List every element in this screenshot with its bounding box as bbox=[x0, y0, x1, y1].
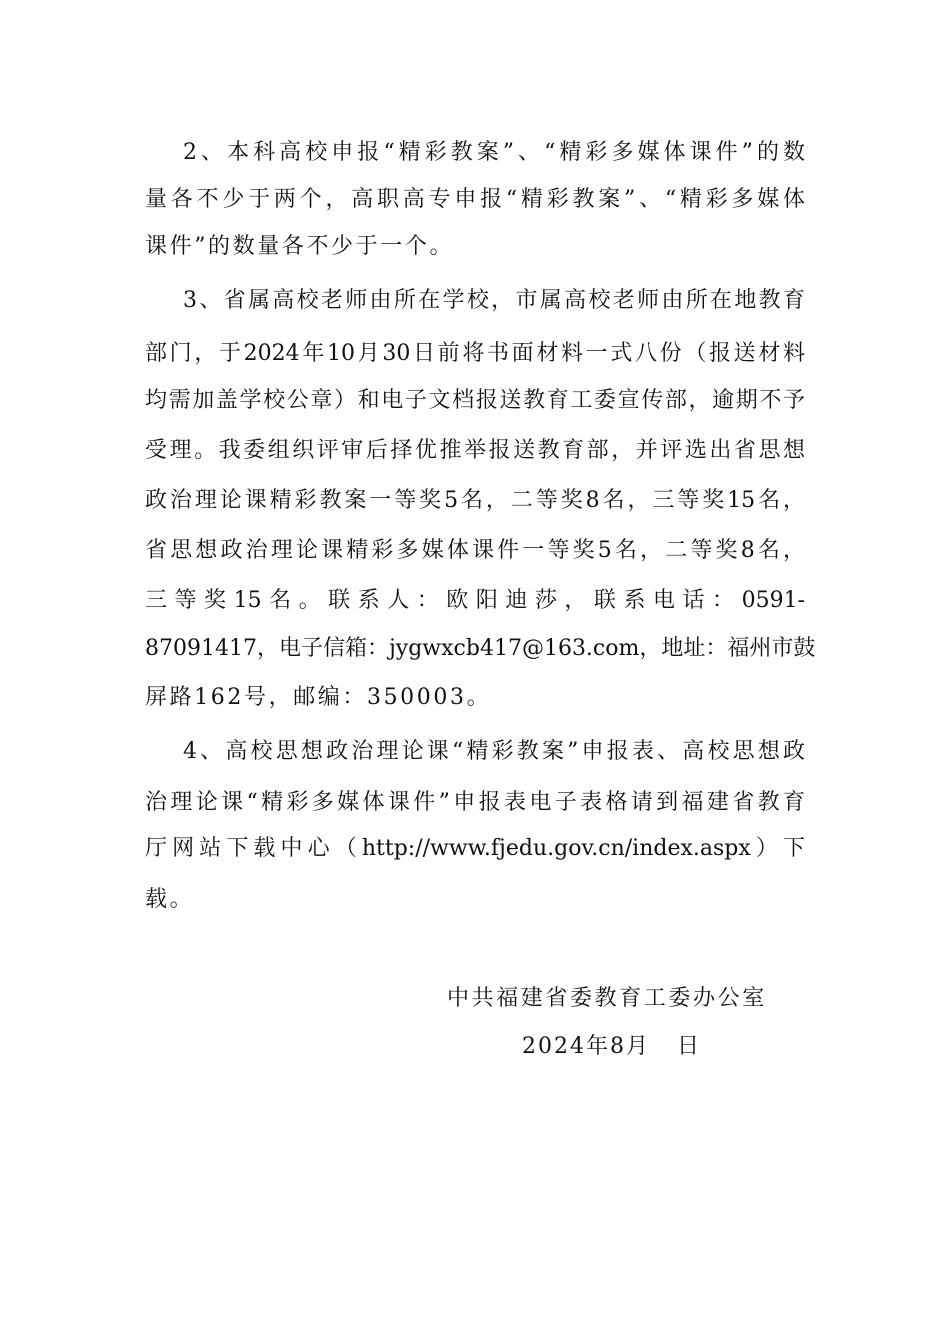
paragraph-3-line-8: 87091417，电子信箱：jygwxcb417@163.com，地址：福州市鼓 bbox=[145, 636, 816, 661]
signature-date: 2024年8月 日 bbox=[522, 1034, 701, 1059]
paragraph-2-line-1: 2、本科高校申报“精彩教案”、“精彩多媒体课件”的数 bbox=[183, 140, 805, 165]
paragraph-4-line-2: 治理论课“精彩多媒体课件”申报表电子表格请到福建省教育 bbox=[145, 790, 805, 815]
paragraph-4-line-4: 载。 bbox=[145, 887, 195, 912]
signature-organization: 中共福建省委教育工委办公室 bbox=[447, 986, 767, 1011]
paragraph-2-line-2: 量各不少于两个，高职高专申报“精彩教案”、“精彩多媒体 bbox=[145, 187, 805, 212]
paragraph-2-line-3: 课件”的数量各不少于一个。 bbox=[145, 234, 455, 259]
paragraph-3-line-3: 均需加盖学校公章）和电子文档报送教育工委宣传部，逾期不予 bbox=[145, 388, 805, 413]
paragraph-4-line-3: 厅网站下载中心（http://www.fjedu.gov.cn/index.aspx）下 bbox=[145, 836, 805, 861]
paragraph-4-line-1: 4、高校思想政治理论课“精彩教案”申报表、高校思想政 bbox=[183, 739, 805, 764]
paragraph-3-line-7: 三等奖15名。联系人：欧阳迪莎，联系电话：0591- bbox=[145, 588, 805, 613]
paragraph-3-line-4: 受理。我委组织评审后择优推举报送教育部，并评选出省思想 bbox=[145, 438, 805, 463]
paragraph-3-line-6: 省思想政治理论课精彩多媒体课件一等奖5名，二等奖8名， bbox=[145, 538, 805, 563]
paragraph-3-line-1: 3、省属高校老师由所在学校，市属高校老师由所在地教育 bbox=[183, 288, 805, 313]
paragraph-3-line-9: 屏路162号，邮编：350003。 bbox=[145, 685, 492, 710]
paragraph-3-line-2: 部门，于2024年10月30日前将书面材料一式八份（报送材料 bbox=[145, 341, 805, 366]
paragraph-3-line-5: 政治理论课精彩教案一等奖5名，二等奖8名，三等奖15名， bbox=[145, 488, 805, 513]
